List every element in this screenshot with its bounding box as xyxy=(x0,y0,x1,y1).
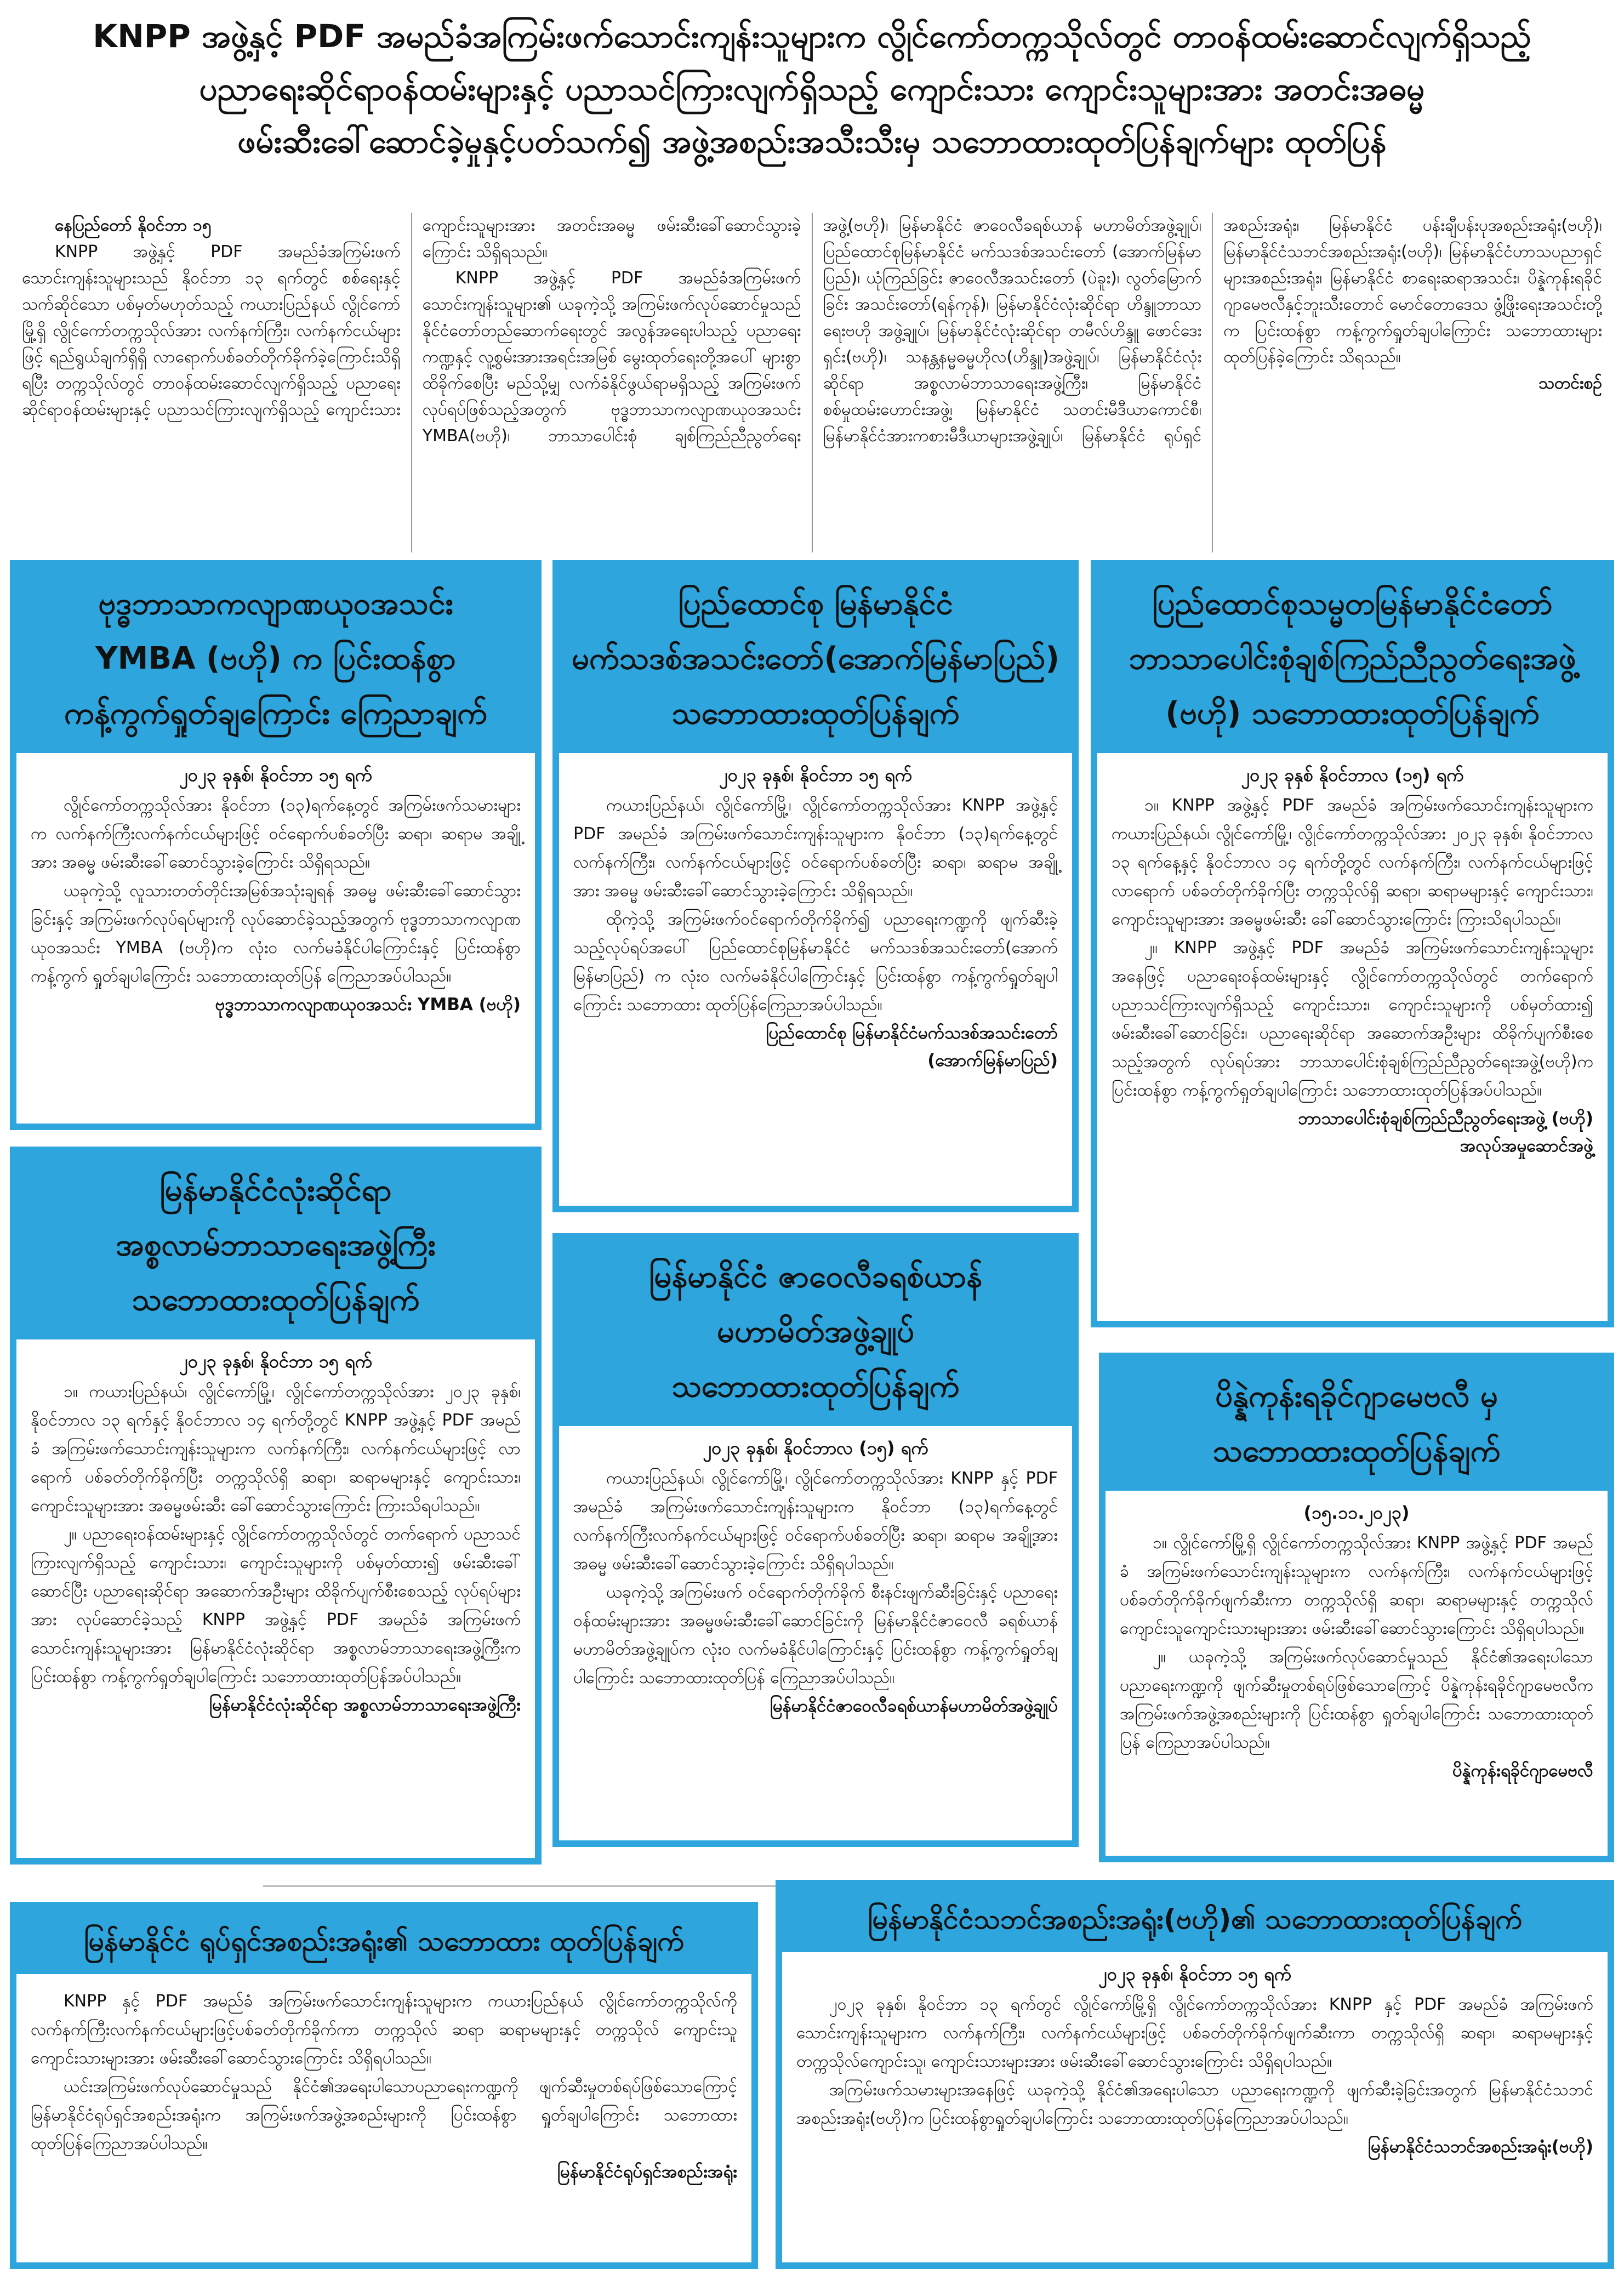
statement-box-interfaith xyxy=(1091,560,1614,1327)
statement-signature: မြန်မာနိုင်ငံလုံးဆိုင်ရာ အစ္စလာမ်ဘာသာရေးအဖွဲ့ကြီး xyxy=(209,1695,521,1715)
statement-title: မြန်မာနိုင်ငံသဘင်အစည်းအရုံး(ဗဟို)၏ သဘောထားထုတ်ပြန်ချက် xyxy=(782,1886,1608,1952)
headline-line-2: ပညာရေးဆိုင်ရာဝန်ထမ်းများနှင့် ပညာသင်ကြားလျက်ရှိသည့် ကျောင်းသား ကျောင်းသူများအား အတင်းအဓမ္မ xyxy=(199,70,1425,107)
statement-signature-2: အလုပ်အမှုဆောင်အဖွဲ့ xyxy=(1460,1136,1593,1156)
statement-body: ၁။ ကယားပြည်နယ်၊ လွိုင်ကော်မြို့၊ လွိုင်ကော်တက္ကသိုလ်အား ၂၀၂၃ ခုနှစ်၊ နိုဝင်ဘာလ ၁၃ ရက်နှင့် နိုဝင်ဘာလ ၁၄ ရက်တို့တွင် KNPP အဖွဲ့နှင့် PDF အမည်ခံ အကြမ်းဖက်သောင်းကျန်းသူများက လက်နက်ကြီး၊ လက်နက်ငယ်များဖြင့် လာရောက် ပစ်ခတ်တိုက်ခိုက်ပြီး တက္ကသိုလ်ရှိ ဆရာ၊ ဆရာမများနှင့် ကျောင်းသား၊ ကျောင်းသူများအား အဓမ္မဖမ်းဆီး ခေါ်ဆောင်သွားကြောင်း ကြားသိရပါသည်။ ၂။ ပညာရေးဝန်ထမ်းများနှင့် လွိုင်ကော်တက္ကသိုလ်တွင် တက်ရောက် ပညာသင်ကြားလျက်ရှိသည့် ကျောင်းသား၊ ကျောင်းသူများကို ပစ်မှတ်ထား၍ ဖမ်းဆီးခေါ်ဆောင်ပြီး ပညာရေးဆိုင်ရာ အဆောက်အဦးများ ထိခိုက်ပျက်စီးစေသည့် လုပ်ရပ်များအား လုပ်ဆောင်ခဲ့သည့် KNPP အဖွဲ့နှင့် PDF အမည်ခံ အကြမ်းဖက်သောင်းကျန်းသူများအား မြန်မာနိုင်ငံလုံးဆိုင်ရာ အစ္စလာမ်ဘာသာရေးအဖွဲ့ကြီးက ပြင်းထန်စွာ ကန့်ကွက်ရှုတ်ချပါကြောင်း သဘောထားထုတ်ပြန်အပ်ပါသည်။ xyxy=(31,1382,521,1686)
statement-title: ဗုဒ္ဓဘာသာကလျာဏယုဝအသင်း YMBA (ဗဟို) က ပြင်းထန်စွာ ကန့်ကွက်ရှုတ်ချကြောင်း ကြေညာချက် xyxy=(16,567,535,753)
statement-box-methodist xyxy=(552,560,1079,1212)
statement-date: ၂၀၂၃ ခုနှစ်၊ နိုဝင်ဘာ ၁၅ ရက် xyxy=(179,1351,372,1372)
statement-signature-2: (အောက်မြန်မာပြည်) xyxy=(927,1051,1058,1070)
statement-date: ၂၀၂၃ ခုနှစ် နိုဝင်ဘာလ (၁၅) ရက် xyxy=(1241,765,1464,785)
statement-signature: မြန်မာနိုင်ငံဇာဝေလီခရစ်ယာန်မဟာမိတ်အဖွဲ့ချုပ် xyxy=(770,1696,1058,1716)
statement-box-jamae xyxy=(1099,1353,1614,1862)
statement-signature: ပိန္နဲကုန်းရခိုင်ဂျာမေဗလီ xyxy=(1452,1761,1593,1781)
statement-title: ပိန္နဲကုန်းရခိုင်ဂျာမေဗလီ မှ သဘောထားထုတ်ပြန်ချက် xyxy=(1106,1359,1608,1491)
statement-body: လွိုင်ကော်တက္ကသိုလ်အား နိုဝင်ဘာ (၁၃)ရက်နေ့တွင် အကြမ်းဖက်သမားများက လက်နက်ကြီးလက်နက်ငယ်များဖြင့် ဝင်ရောက်ပစ်ခတ်ပြီး ဆရာ၊ ဆရာမ အချို့အား အဓမ္မ ဖမ်းဆီးခေါ်ဆောင်သွားခဲ့ကြောင်း သိရှိရသည်။ ယခုကဲ့သို့ လူသားတတ်တိုင်းအမြစ်အသုံးချရန် အဓမ္မ ဖမ်းဆီးခေါ်ဆောင်သွားခြင်းနှင့် အကြမ်းဖက်လုပ်ရပ်များကို လုပ်ဆောင်ခဲ့သည့်အတွက် ဗုဒ္ဓဘာသာကလျာဏယုဝအသင်း YMBA (ဗဟို)က လုံးဝ လက်မခံနိုင်ပါကြောင်းနှင့် ပြင်းထန်စွာကန့်ကွက် ရှုတ်ချပါကြောင်း သဘောထားထုတ်ပြန် ကြေညာအပ်ပါသည်။ xyxy=(31,796,521,986)
statement-box-ymba xyxy=(10,560,542,1130)
statement-date: ၂၀၂၃ ခုနှစ်၊ နိုဝင်ဘာလ (၁၅) ရက် xyxy=(703,1438,928,1458)
statement-date: (၁၅.၁၁.၂၀၂၃) xyxy=(1303,1502,1410,1523)
statement-box-wesleyan xyxy=(552,1233,1079,1847)
statement-box-islamic xyxy=(10,1147,542,1865)
article-paragraph: KNPP အဖွဲ့နှင့် PDF အမည်ခံအကြမ်းဖက်သောင်းကျန်းသူများ၏ ယခုကဲ့သို့ အကြမ်းဖက်လုပ်ဆောင်မှုသည် နိုင်ငံတော်တည်ဆောက်ရေးတွင် အလွန်အရေးပါသည့် ပညာရေးကဏ္ဍနှင့် လူ့စွမ်းအားအရင်းအမြစ် မွေးထုတ်ရေးတို့အပေါ် များစွာ ထိခိုက်စေပြီး မည်သို့မျှ လက်ခံနိုင်ဖွယ်ရာမရှိသည့် အကြမ်းဖက် လုပ်ရပ်ဖြစ်သည့်အတွက် ဗုဒ္ဓဘာသာကလျာဏယုဝအသင်း YMBA(ဗဟို)၊ ဘာသာပေါင်းစုံ ချစ်ကြည်ညီညွတ်ရေးအဖွဲ့(ဗဟို)၊ မြန်မာနိုင်ငံ ဇာဝေလီခရစ်ယာန် မဟာမိတ်အဖွဲ့ချုပ်၊ ပြည်ထောင်စုမြန်မာနိုင်ငံ မက်သဒစ်အသင်းတော် (အောက်မြန်မာပြည်)၊ ယုံကြည်ခြင်း ဇာဝေလီအသင်းတော် (ပဲခူး)၊ လွတ်မြောက်ခြင်း အသင်းတော်(ရန်ကုန်)၊ မြန်မာနိုင်ငံလုံးဆိုင်ရာ ဟိန္ဒူဘာသာရေးဗဟို အဖွဲ့ချုပ်၊ မြန်မာနိုင်ငံလုံးဆိုင်ရာ တမီလ်ဟိန္ဒူ ဖောင်ဒေးရှင်း(ဗဟို)၊ သနန္တနမ္မဓမ္မဟိုလ(ဟိန္ဒူ)အဖွဲ့ချုပ်၊ မြန်မာနိုင်ငံလုံးဆိုင်ရာ အစ္စလာမ်ဘာသာရေးအဖွဲ့ကြီး၊ မြန်မာနိုင်ငံစစ်မှုထမ်းဟောင်းအဖွဲ့၊ မြန်မာနိုင်ငံ သတင်းမီဒီယာကောင်စီ၊ မြန်မာနိုင်ငံအားကစားမီဒီယာများအဖွဲ့ချုပ်၊ မြန်မာနိုင်ငံ ရုပ်ရှင်အစည်းအရုံး၊ မြန်မာနိုင်ငံ ပန်းချီပန်းပုအစည်းအရုံး(ဗဟို)၊ မြန်မာနိုင်ငံသဘင်အစည်းအရုံး(ဗဟို)၊ မြန်မာနိုင်ငံဟာသပညာရှင်များအစည်းအရုံး၊ မြန်မာနိုင်ငံ စာရေးဆရာအသင်း၊ ပိန္နဲကုန်းရခိုင်ဂျာမေဗလီနှင့်ဘူးသီးတောင် မောင်တောဒေသ ဖွံ့ဖြိုးရေးအသင်းတို့က ပြင်းထန်စွာ ကန့်ကွက်ရှုတ်ချပါကြောင်း သဘောထားများ ထုတ်ပြန်ခဲ့ကြောင်း သိရသည်။ xyxy=(422,216,1602,446)
news-article xyxy=(22,213,1602,552)
statement-title: မြန်မာနိုင်ငံ ရုပ်ရှင်အစည်းအရုံး၏ သဘောထား ထုတ်ပြန်ချက် xyxy=(16,1908,751,1974)
statement-signature: ဘာသာပေါင်းစုံချစ်ကြည်ညီညွတ်ရေးအဖွဲ့ (ဗဟို) xyxy=(1298,1109,1593,1128)
statement-date: ၂၀၂၃ ခုနှစ်၊ နိုဝင်ဘာ ၁၅ ရက် xyxy=(1098,1964,1291,1985)
statement-date: ၂၀၂၃ ခုနှစ်၊ နိုဝင်ဘာ ၁၅ ရက် xyxy=(179,765,372,785)
statement-signature: ပြည်ထောင်စု မြန်မာနိုင်ငံမက်သဒစ်အသင်းတော် xyxy=(766,1023,1058,1043)
statement-body: ၁။ လွိုင်ကော်မြို့ရှိ လွိုင်ကော်တက္ကသိုလ်အား KNPP အဖွဲ့နှင့် PDF အမည်ခံ အကြမ်းဖက်သောင်းကျန်းသူများက လက်နက်ကြီး၊ လက်နက်ငယ်များဖြင့်ပစ်ခတ်တိုက်ခိုက်ဖျက်ဆီးကာ တက္ကသိုလ်ရှိ ဆရာ၊ ဆရာမများနှင့် တက္ကသိုလ်ကျောင်းသူကျောင်းသားများအား ဖမ်းဆီးခေါ်ဆောင်သွားကြောင်း သိရှိရပါသည်။ ၂။ ယခုကဲ့သို့ အကြမ်းဖက်လုပ်ဆောင်မှုသည် နိုင်ငံ၏အရေးပါသော ပညာရေးကဏ္ဍကို ဖျက်ဆီးမှုတစ်ရပ်ဖြစ်သောကြောင့် ပိန္နဲကုန်းရခိုင်ဂျာမေဗလီက အကြမ်းဖက်အဖွဲ့အစည်းများကို ပြင်းထန်စွာ ရှုတ်ချပါကြောင်း သဘောထားထုတ်ပြန် ကြေညာအပ်ပါသည်။ xyxy=(1120,1533,1593,1752)
headline-line-1: KNPP အဖွဲ့နှင့် PDF အမည်ခံအကြမ်းဖက်သောင်းကျန်းသူများက လွိုင်ကော်တက္ကသိုလ်တွင် တာဝန်ထမ်းဆောင်လျက်ရှိသည့် xyxy=(93,18,1531,55)
statement-title: ပြည်ထောင်စု မြန်မာနိုင်ငံ မက်သဒစ်အသင်းတော်(အောက်မြန်မာပြည်) သဘောထားထုတ်ပြန်ချက် xyxy=(559,567,1072,753)
headline-line-3: ဖမ်းဆီးခေါ်ဆောင်ခဲ့မှုနှင့်ပတ်သက်၍ အဖွဲ့အစည်းအသီးသီးမှ သဘောထားထုတ်ပြန်ချက်များ ထုတ်ပြန် xyxy=(237,123,1387,160)
statement-body: KNPP နှင့် PDF အမည်ခံ အကြမ်းဖက်သောင်းကျန်းသူများက ကယားပြည်နယ် လွိုင်ကော်တက္ကသိုလ်ကို လက်နက်ကြီးလက်နက်ငယ်များဖြင့်ပစ်ခတ်တိုက်ခိုက်ကာ တက္ကသိုလ် ဆရာ ဆရာမများနှင့် တက္ကသိုလ် ကျောင်းသူ ကျောင်းသားများအား ဖမ်းဆီးခေါ်ဆောင်သွားကြောင်း သိရှိရပါသည်။ ယင်းအကြမ်းဖက်လုပ်ဆောင်မှုသည် နိုင်ငံ၏အရေးပါသောပညာရေးကဏ္ဍကို ဖျက်ဆီးမှုတစ်ရပ်ဖြစ်သောကြောင့် မြန်မာနိုင်ငံရုပ်ရှင်အစည်းအရုံးက အကြမ်းဖက်အဖွဲ့အစည်းများကို ပြင်းထန်စွာ ရှုတ်ချပါကြောင်း သဘောထားထုတ်ပြန်ကြေညာအပ်ပါသည်။ xyxy=(31,1992,737,2153)
article-paragraph: KNPP အဖွဲ့နှင့် PDF အမည်ခံအကြမ်းဖက်သောင်းကျန်းသူများသည် နိုဝင်ဘာ ၁၃ ရက်တွင် စစ်ရေးနှင့်သက်ဆိုင်သော ပစ်မှတ်မဟုတ်သည့် ကယားပြည်နယ် လွိုင်ကော်မြို့ရှိ လွိုင်ကော်တက္ကသိုလ်အား လက်နက်ကြီး၊ လက်နက်ငယ်များဖြင့် ရည်ရွယ်ချက်ရှိရှိ လာရောက်ပစ်ခတ်တိုက်ခိုက်ခဲ့ကြောင်းသိရှိရပြီး တက္ကသိုလ်တွင် တာဝန်ထမ်းဆောင်လျက်ရှိသည့် ပညာရေးဆိုင်ရာဝန်ထမ်းများနှင့် ပညာသင်ကြားလျက်ရှိသည့် ကျောင်းသား ကျောင်းသူများအား အတင်းအဓမ္မ ဖမ်းဆီးခေါ်ဆောင်သွားခဲ့ကြောင်း သိရှိရသည်။ xyxy=(22,216,801,419)
article-dateline: နေပြည်တော် နိုဝင်ဘာ ၁၅ xyxy=(55,216,212,235)
statement-box-thabin xyxy=(776,1880,1614,2269)
headline xyxy=(16,10,1608,168)
statement-body: ၂၀၂၃ ခုနှစ်၊ နိုဝင်ဘာ ၁၃ ရက်တွင် လွိုင်ကော်မြို့ရှိ လွိုင်ကော်တက္ကသိုလ်အား KNPP နှင့် PDF အမည်ခံ အကြမ်းဖက်သောင်းကျန်းသူများက လက်နက်ကြီး၊ လက်နက်ငယ်များဖြင့် ပစ်ခတ်တိုက်ခိုက်ဖျက်ဆီးကာ တက္ကသိုလ်ရှိ ဆရာ၊ ဆရာမများနှင့် တက္ကသိုလ်ကျောင်းသူ၊ ကျောင်းသားများအား ဖမ်းဆီးခေါ်ဆောင်သွားကြောင်း သိရှိရပါသည်။ အကြမ်းဖက်သမားများအနေဖြင့် ယခုကဲ့သို့ နိုင်ငံ၏အရေးပါသော ပညာရေးကဏ္ဍကို ဖျက်ဆီးခဲ့ခြင်းအတွက် မြန်မာနိုင်ငံသဘင်အစည်းအရုံး(ဗဟို)က ပြင်းထန်စွာရှုတ်ချပါကြောင်း သဘောထားထုတ်ပြန်ကြေညာအပ်ပါသည်။ xyxy=(796,1995,1593,2128)
statement-body: ၁။ KNPP အဖွဲ့နှင့် PDF အမည်ခံ အကြမ်းဖက်သောင်းကျန်းသူများက ကယားပြည်နယ်၊ လွိုင်ကော်မြို့၊ လွိုင်ကော်တက္ကသိုလ်အား ၂၀၂၃ ခုနှစ်၊ နိုဝင်ဘာလ ၁၃ ရက်နေ့နှင့် နိုဝင်ဘာလ ၁၄ ရက်တို့တွင် လက်နက်ကြီး၊ လက်နက်ငယ်များဖြင့် လာရောက် ပစ်ခတ်တိုက်ခိုက်ပြီး တက္ကသိုလ်ရှိ ဆရာ၊ ဆရာမများနှင့် ကျောင်းသား၊ ကျောင်းသူများအား အဓမ္မဖမ်းဆီး ခေါ်ဆောင်သွားကြောင်း ကြားသိရပါသည်။ ၂။ KNPP အဖွဲ့နှင့် PDF အမည်ခံ အကြမ်းဖက်သောင်းကျန်းသူများ အနေဖြင့် ပညာရေးဝန်ထမ်းများနှင့် လွိုင်ကော်တက္ကသိုလ်တွင် တက်ရောက်ပညာသင်ကြားလျက်ရှိသည့် ကျောင်းသား၊ ကျောင်းသူများကို ပစ်မှတ်ထား၍ ဖမ်းဆီးခေါ်ဆောင်ခြင်း၊ ပညာရေးဆိုင်ရာ အဆောက်အဦးများ ထိခိုက်ပျက်စီးစေသည့်အတွက် လုပ်ရပ်အား ဘာသာပေါင်းစုံချစ်ကြည်ညီညွတ်ရေးအဖွဲ့(ဗဟို)က ပြင်းထန်စွာ ကန့်ကွက်ရှုတ်ချပါကြောင်း သဘောထားထုတ်ပြန်အပ်ပါသည်။ xyxy=(1112,796,1593,1100)
statement-body: ကယားပြည်နယ်၊ လွိုင်ကော်မြို့၊ လွိုင်ကော်တက္ကသိုလ်အား KNPP နှင့် PDF အမည်ခံ အကြမ်းဖက်သောင်းကျန်းသူများက နိုဝင်ဘာ (၁၃)ရက်နေ့တွင် လက်နက်ကြီးလက်နက်ငယ်များဖြင့် ဝင်ရောက်ပစ်ခတ်ပြီး ဆရာ၊ ဆရာမ အချို့အား အဓမ္မ ဖမ်းဆီးခေါ်ဆောင်သွားခဲ့ကြောင်း သိရှိရပါသည်။ ယခုကဲ့သို့ အကြမ်းဖက် ဝင်ရောက်တိုက်ခိုက် စီးနင်းဖျက်ဆီးခြင်းနှင့် ပညာရေးဝန်ထမ်းများအား အဓမ္မဖမ်းဆီးခေါ်ဆောင်ခြင်းကို မြန်မာနိုင်ငံဇာဝေလီ ခရစ်ယာန်မဟာမိတ်အဖွဲ့ချုပ်က လုံးဝ လက်မခံနိုင်ပါကြောင်းနှင့် ပြင်းထန်စွာ ကန့်ကွက်ရှုတ်ချပါကြောင်း သဘောထားထုတ်ပြန် ကြေညာအပ်ပါသည်။ xyxy=(573,1469,1058,1687)
statement-date: ၂၀၂၃ ခုနှစ်၊ နိုဝင်ဘာ ၁၅ ရက် xyxy=(719,765,912,785)
statement-title: မြန်မာနိုင်ငံလုံးဆိုင်ရာ အစ္စလာမ်ဘာသာရေးအဖွဲ့ကြီး သဘောထားထုတ်ပြန်ချက် xyxy=(16,1153,535,1339)
statement-signature: မြန်မာနိုင်ငံသဘင်အစည်းအရုံး(ဗဟို) xyxy=(1367,2137,1593,2157)
statement-title: ပြည်ထောင်စုသမ္မတမြန်မာနိုင်ငံတော် ဘာသာပေါင်းစုံချစ်ကြည်ညီညွတ်ရေးအဖွဲ့ (ဗဟို) သဘောထားထုတ်ပြန်ချက် xyxy=(1097,567,1608,753)
statement-box-film xyxy=(10,1902,758,2269)
statement-signature: ဗုဒ္ဓဘာသာကလျာဏယုဝအသင်း YMBA (ဗဟို) xyxy=(215,995,521,1014)
statement-body: ကယားပြည်နယ်၊ လွိုင်ကော်မြို့၊ လွိုင်ကော်တက္ကသိုလ်အား KNPP အဖွဲ့နှင့် PDF အမည်ခံ အကြမ်းဖက်သောင်းကျန်းသူများက နိုဝင်ဘာ (၁၃)ရက်နေ့တွင် လက်နက်ကြီး၊ လက်နက်ငယ်များဖြင့် ဝင်ရောက်ပစ်ခတ်ပြီး ဆရာ၊ ဆရာမ အချို့အား အဓမ္မ ဖမ်းဆီးခေါ်ဆောင်သွားခဲ့ကြောင်း သိရှိရသည်။ ထိုကဲ့သို့ အကြမ်းဖက်ဝင်ရောက်တိုက်ခိုက်၍ ပညာရေးကဏ္ဍကို ဖျက်ဆီးခဲ့သည့်လုပ်ရပ်အပေါ် ပြည်ထောင်စုမြန်မာနိုင်ငံ မက်သဒစ်အသင်းတော်(အောက် မြန်မာပြည်) က လုံးဝ လက်မခံနိုင်ပါကြောင်းနှင့် ပြင်းထန်စွာ ကန့်ကွက်ရှုတ်ချပါကြောင်း သဘောထား ထုတ်ပြန်ကြေညာအပ်ပါသည်။ xyxy=(573,796,1058,1014)
article-signature: သတင်းစဉ် xyxy=(1538,374,1602,393)
statement-title: မြန်မာနိုင်ငံ ဇာဝေလီခရစ်ယာန် မဟာမိတ်အဖွဲ့ချုပ် သဘောထားထုတ်ပြန်ချက် xyxy=(559,1240,1072,1426)
statement-signature: မြန်မာနိုင်ငံရုပ်ရှင်အစည်းအရုံး xyxy=(557,2162,737,2182)
